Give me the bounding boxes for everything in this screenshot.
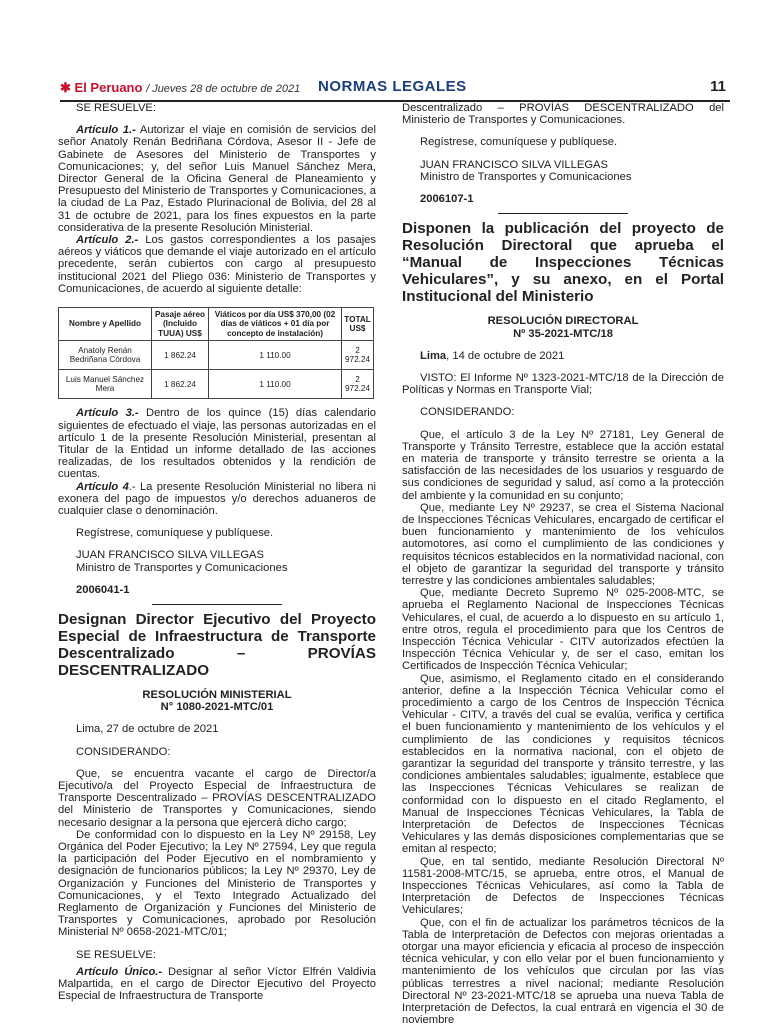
article-4-lead: Artículo 4 <box>76 480 129 493</box>
publication-date: / Jueves 28 de octubre de 2021 <box>146 83 301 95</box>
resolution-number: N° 1080-2021-MTC/01 <box>160 701 274 714</box>
right-column <box>402 102 724 1026</box>
date-rest: , 14 de octubre de 2021 <box>446 349 565 362</box>
table-header-row <box>59 308 374 341</box>
separator-line <box>152 604 282 605</box>
sun-icon: ✱ <box>60 80 71 95</box>
article-4-text: .- La presente Resolución Ministerial no libera ni exonera del pago de impuestos y/o derechos aduaneros de cualquier clase o denominación. <box>58 480 376 517</box>
article-heading: Disponen la publicación del proyecto de Resolución Directoral que aprueba el “Manual de Inspecciones Técnicas Vehiculares”, y su anexo, en el Portal Institucional del Ministerio <box>402 220 724 306</box>
article-unico-text: Designar al señor Víctor Elfrén Valdivia Malpartida, en el cargo de Director Ejecutivo del Proyecto Especial de Infraestructura de Transporte <box>58 965 376 1003</box>
article-3-lead: Artículo 3.- <box>76 407 139 420</box>
article-3 <box>58 407 376 480</box>
paragraph: Que, se encuentra vacante el cargo de Director/a Ejecutivo/a del Proyecto Especial de Infraestructura de Transporte Descentralizado – PROVÍAS DESCENTRALIZADO del Ministerio de Transportes y Comunicaciones, siendo necesario designar a la persona que ejercerá dicho cargo; <box>58 767 376 829</box>
closing-formula: Regístrese, comuníquese y publíquese. <box>76 527 274 540</box>
table-header: Pasaje aéreo (Incluido TUUA) US$ <box>152 308 209 341</box>
article-unico-lead: Artículo Único.- <box>76 965 163 978</box>
paragraph: De conformidad con lo dispuesto en la Ley Nº 29158, Ley Orgánica del Poder Ejecutivo; la Ley Nº 27594, Ley que regula la participación del Poder Ejecutivo en el nombramiento y designación de funcionarios públicos; la Ley Nº 29370, Ley de Organización y Funciones del Ministerio de Transportes y Comunicaciones, y el Texto Integrado Actualizado del Reglamento de Organización y Funciones del Ministerio de Transportes y Comunicaciones, aprobado por Resolución Ministerial Nº 0658-2021-MTC/01; <box>58 828 376 939</box>
section-title: NORMAS LEGALES <box>318 78 467 95</box>
resolution-title: RESOLUCIÓN DIRECTORAL <box>487 315 639 328</box>
resolution-title: RESOLUCIÓN MINISTERIAL <box>142 689 292 702</box>
left-column <box>58 102 376 1002</box>
signer-name: JUAN FRANCISCO SILVA VILLEGAS <box>76 549 264 562</box>
resolution-date: Lima, 27 de octubre de 2021 <box>76 723 219 736</box>
signer-title: Ministro de Transportes y Comunicaciones <box>420 170 632 183</box>
paragraph: Que, mediante Decreto Supremo Nº 025-2008-MTC, se aprueba el Reglamento Nacional de Inspecciones Técnicas Vehiculares, el cual, de acuerdo a lo dispuesto en su artículo 1, entre otros, regula el procedimiento para que los Centros de Inspección Técnica Vehicular - CITV autorizados efectúen la Inspección Técnica Vehicular y, de ser el caso, emitan los Certificados de Inspección Técnica Vehicular; <box>402 587 724 673</box>
considerando-label: CONSIDERANDO: <box>420 406 515 419</box>
newspaper-logo <box>60 80 300 96</box>
newspaper-name: El Peruano <box>74 80 143 95</box>
resolution-number: Nº 35-2021-MTC/18 <box>513 327 613 340</box>
table-cell: 1 862.24 <box>152 341 209 370</box>
visto: VISTO: El Informe Nº 1323-2021-MTC/18 de la Dirección de Políticas y Normas en Transporte Vial; <box>402 371 724 397</box>
paragraph: Descentralizado – PROVÍAS DESCENTRALIZADO del Ministerio de Transportes y Comunicaciones. <box>402 102 724 127</box>
article-3-text: Dentro de los quince (15) días calendario siguientes de efectuado el viaje, las personas autorizadas en el artículo 1 de la presente Resolución Ministerial, presentan al Titular de la Entidad un informe detallado de las acciones realizadas, de los resultados obtenidos y la rendición de cuentas. <box>58 407 376 481</box>
article-1-text: Autorizar el viaje en comisión de servicios del señor Anatoly Renán Bedriñana Córdova, Asesor II - Jefe de Gabinete de Asesores del Ministerio de Transportes y Comunicaciones; y, del señor Luis Manuel Sánchez Mera, Director General de la Oficina General de Planeamiento y Presupuesto del Ministerio de Transportes y Comunicaciones, a la ciudad de La Paz, Estado Plurinacional de Bolivia, del 28 al 31 de octubre de 2021, para los fines expuestos en la parte considerativa de la presente Resolución Ministerial. <box>58 124 376 234</box>
document-code: 2006041-1 <box>76 583 130 596</box>
se-resuelve: SE RESUELVE: <box>76 948 156 961</box>
expenses-table <box>58 307 374 399</box>
page-number: 11 <box>710 78 726 95</box>
table-header: Nombre y Apellido <box>59 308 152 341</box>
paragraph: Que, el artículo 3 de la Ley Nº 27181, Ley General de Transporte y Tránsito Terrestre, establece que la acción estatal en materia de transporte y tránsito terrestre se orienta a la satisfacción de las necesidades de los usuarios y resguardo de sus condiciones de seguridad y salud, así como a la protección del ambiente y la comunidad en su conjunto; <box>402 428 724 502</box>
article-4 <box>58 481 376 518</box>
paragraph: Que, con el fin de actualizar los parámetros técnicos de la Tabla de Interpretación de Defectos con mejoras orientadas a otorgar una mayor eficiencia y eficacia al proceso de inspección técnica vehicular, y con ello velar por el buen funcionamiento y mantenimiento de los vehículos que circulan por las vías públicas terrestres a nivel nacional; mediante Resolución Directoral Nº 23-2021-MTC/18 se aprueba una nueva Tabla de Interpretación de Defectos, la cual entrará en vigencia el 30 de noviembre <box>402 916 724 1026</box>
article-unico <box>58 966 376 1003</box>
closing-formula: Regístrese, comuníquese y publíquese. <box>420 136 618 149</box>
table-cell: 2 972.24 <box>342 341 374 370</box>
paragraph: Que, mediante Ley Nº 29237, se crea el Sistema Nacional de Inspecciones Técnicas Vehiculares, encargado de certificar el buen funcionamiento y mantenimiento de los vehículos automotores, así como el cumplimiento de las condiciones y requisitos técnicos establecidos en la normatividad nacional, con el objeto de garantizar la seguridad del transporte y tránsito terrestre y las condiciones ambientales saludables; <box>402 501 724 587</box>
table-cell: Anatoly Renán Bedriñana Córdova <box>59 341 152 370</box>
separator-line <box>498 213 628 214</box>
table-cell: Luis Manuel Sánchez Mera <box>59 370 152 399</box>
considerando-label: CONSIDERANDO: <box>76 745 171 758</box>
signer-name: JUAN FRANCISCO SILVA VILLEGAS <box>420 158 608 171</box>
article-2-lead: Artículo 2.- <box>76 234 139 247</box>
table-cell: 1 862.24 <box>152 370 209 399</box>
table-row <box>59 341 374 370</box>
table-cell: 1 110.00 <box>209 370 342 399</box>
date-place: Lima <box>420 349 447 362</box>
article-heading: Designan Director Ejecutivo del Proyecto Especial de Infraestructura de Transporte Descentralizado – PROVÍAS DESCENTRALIZADO <box>58 610 376 679</box>
table-cell: 1 110.00 <box>209 341 342 370</box>
paragraph: Que, asimismo, el Reglamento citado en el considerando anterior, define a la Inspección Técnica Vehicular como el procedimiento a cargo de los Centros de Inspección Técnica Vehicular - CITV, a través del cual se evalúa, verifica y certifica el buen funcionamiento y mantenimiento de los vehículos y el cumplimiento de las condiciones y requisitos técnicos establecidos en la normativa nacional, con el objeto de garantizar la seguridad del transporte y tránsito terrestre, y las condiciones ambientales saludables; igualmente, establece que las Inspecciones Técnicas Vehiculares se realizan de conformidad con lo dispuesto en el citado Reglamento, el Manual de Inspecciones Técnicas Vehiculares, la Tabla de Interpretación de Defectos de Inspecciones Técnicas Vehiculares y las demás disposiciones complementarias que se emitan al respecto; <box>402 672 724 856</box>
document-code: 2006107-1 <box>420 193 474 206</box>
table-header: Viáticos por día US$ 370,00 (02 días de viáticos + 01 día por concepto de instalación) <box>209 308 342 341</box>
article-1-lead: Artículo 1.- <box>76 124 136 137</box>
page-header <box>60 78 730 102</box>
paragraph: Que, en tal sentido, mediante Resolución Directoral Nº 11581-2008-MTC/15, se aprueba, entre otros, el Manual de Inspecciones Técnicas Vehiculares, así como la Tabla de Interpretación de Defectos de Inspecciones Técnicas Vehiculares; <box>402 855 724 917</box>
table-row <box>59 370 374 399</box>
table-header: TOTAL US$ <box>342 308 374 341</box>
article-2 <box>58 234 376 295</box>
article-2-text: Los gastos correspondientes a los pasajes aéreos y viáticos que demande el viaje autorizado en el artículo precedente, serán cubiertos con cargo al presupuesto institucional 2021 del Pliego 036: Ministerio de Transportes y Comunicaciones, de acuerdo al siguiente detalle: <box>58 234 376 295</box>
table-cell: 2 972.24 <box>342 370 374 399</box>
resolution-date <box>402 350 724 362</box>
se-resuelve: SE RESUELVE: <box>76 102 156 114</box>
article-1 <box>58 124 376 234</box>
signer-title: Ministro de Transportes y Comunicaciones <box>76 561 288 574</box>
